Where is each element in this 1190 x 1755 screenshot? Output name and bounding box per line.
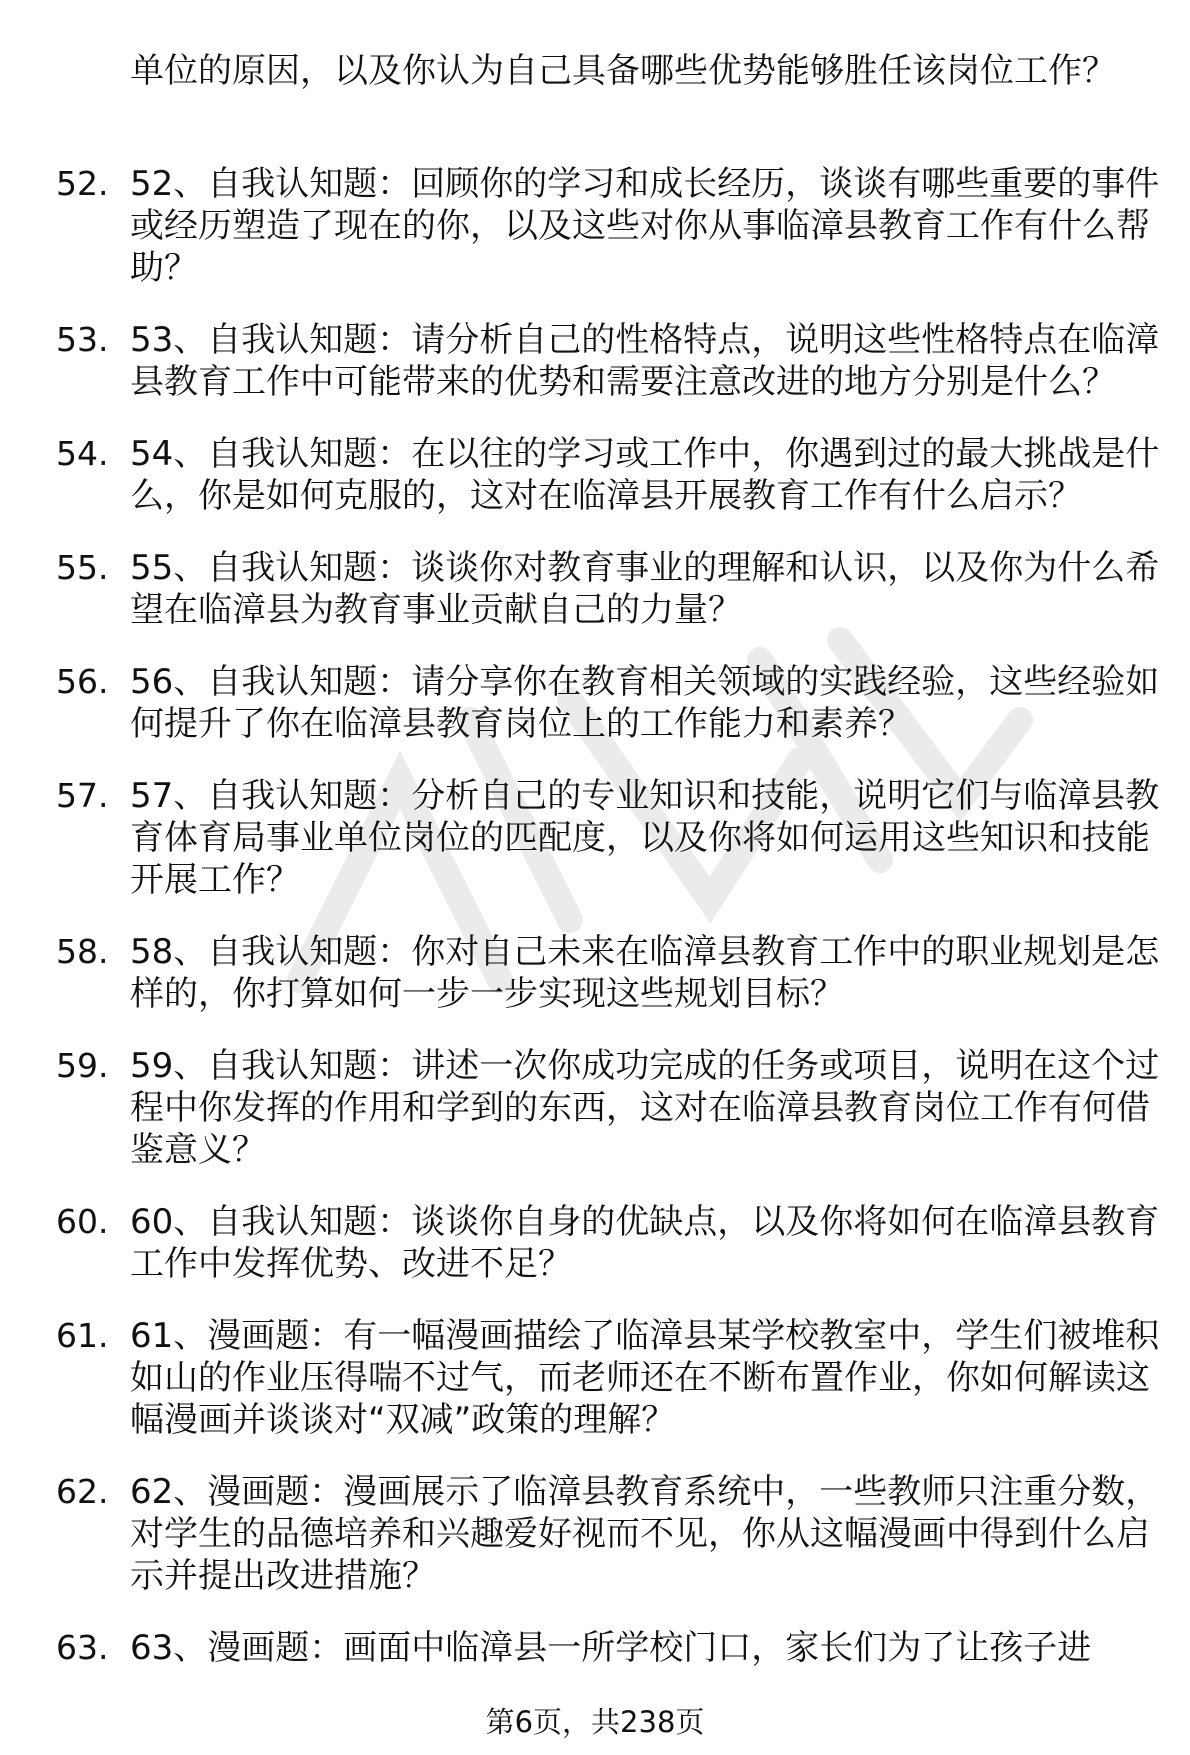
item-number: 53. [56, 320, 109, 359]
item-text: 61、漫画题：有一幅漫画描绘了临漳县某学校教室中，学生们被堆积如山的作业压得喘不过气，而老师还在不断布置作业，你如何解读这幅漫画并谈谈对“双减”政策的理解？ [130, 1316, 1160, 1440]
item-number: 59. [56, 1046, 109, 1085]
page-footer: 第6页，共238页 [485, 1705, 705, 1739]
item-text: 62、漫画题：漫画展示了临漳县教育系统中，一些教师只注重分数，对学生的品德培养和兴趣爱好视而不见，你从这幅漫画中得到什么启示并提出改进措施？ [130, 1472, 1160, 1596]
item-text: 56、自我认知题：请分享你在教育相关领域的实践经验，这些经验如何提升了你在临漳县教育岗位上的工作能力和素养？ [130, 662, 1160, 744]
item-number: 54. [56, 434, 109, 473]
list-item [0, 1315, 1190, 1441]
item-number: 63. [56, 1628, 109, 1667]
list-item [0, 1201, 1190, 1285]
item-text: 54、自我认知题：在以往的学习或工作中，你遇到过的最大挑战是什么，你是如何克服的，这对在临漳县开展教育工作有什么启示？ [130, 434, 1160, 516]
question-list [0, 163, 1190, 1699]
list-item [0, 433, 1190, 517]
continuation-paragraph: 单位的原因，以及你认为自己具备哪些优势能够胜任该岗位工作？ [130, 51, 1116, 91]
item-number: 52. [56, 164, 109, 203]
item-number: 60. [56, 1202, 109, 1241]
list-item [0, 547, 1190, 631]
item-number: 57. [56, 776, 109, 815]
list-item [0, 661, 1190, 745]
item-text: 63、漫画题：画面中临漳县一所学校门口，家长们为了让孩子进 [130, 1628, 1092, 1668]
item-text: 52、自我认知题：回顾你的学习和成长经历，谈谈有哪些重要的事件或经历塑造了现在的你，以及这些对你从事临漳县教育工作有什么帮助？ [130, 164, 1160, 288]
item-number: 56. [56, 662, 109, 701]
item-text: 60、自我认知题：谈谈你自身的优缺点，以及你将如何在临漳县教育工作中发挥优势、改进不足？ [130, 1202, 1160, 1284]
item-text: 55、自我认知题：谈谈你对教育事业的理解和认识，以及你为什么希望在临漳县为教育事业贡献自己的力量？ [130, 548, 1160, 630]
item-text: 58、自我认知题：你对自己未来在临漳县教育工作中的职业规划是怎样的，你打算如何一步一步实现这些规划目标？ [130, 932, 1160, 1014]
item-text: 59、自我认知题：讲述一次你成功完成的任务或项目，说明在这个过程中你发挥的作用和学到的东西，这对在临漳县教育岗位工作有何借鉴意义？ [130, 1046, 1160, 1170]
list-item [0, 319, 1190, 403]
item-number: 58. [56, 932, 109, 971]
list-item [0, 163, 1190, 289]
list-item [0, 775, 1190, 901]
item-text: 53、自我认知题：请分析自己的性格特点，说明这些性格特点在临漳县教育工作中可能带来的优势和需要注意改进的地方分别是什么？ [130, 320, 1160, 402]
list-item [0, 1471, 1190, 1597]
list-item [0, 931, 1190, 1015]
list-item [0, 1045, 1190, 1171]
list-item [0, 1627, 1190, 1669]
item-number: 62. [56, 1472, 109, 1511]
item-number: 61. [56, 1316, 109, 1355]
item-number: 55. [56, 548, 109, 587]
item-text: 57、自我认知题：分析自己的专业知识和技能，说明它们与临漳县教育体育局事业单位岗位的匹配度，以及你将如何运用这些知识和技能开展工作？ [130, 776, 1160, 900]
